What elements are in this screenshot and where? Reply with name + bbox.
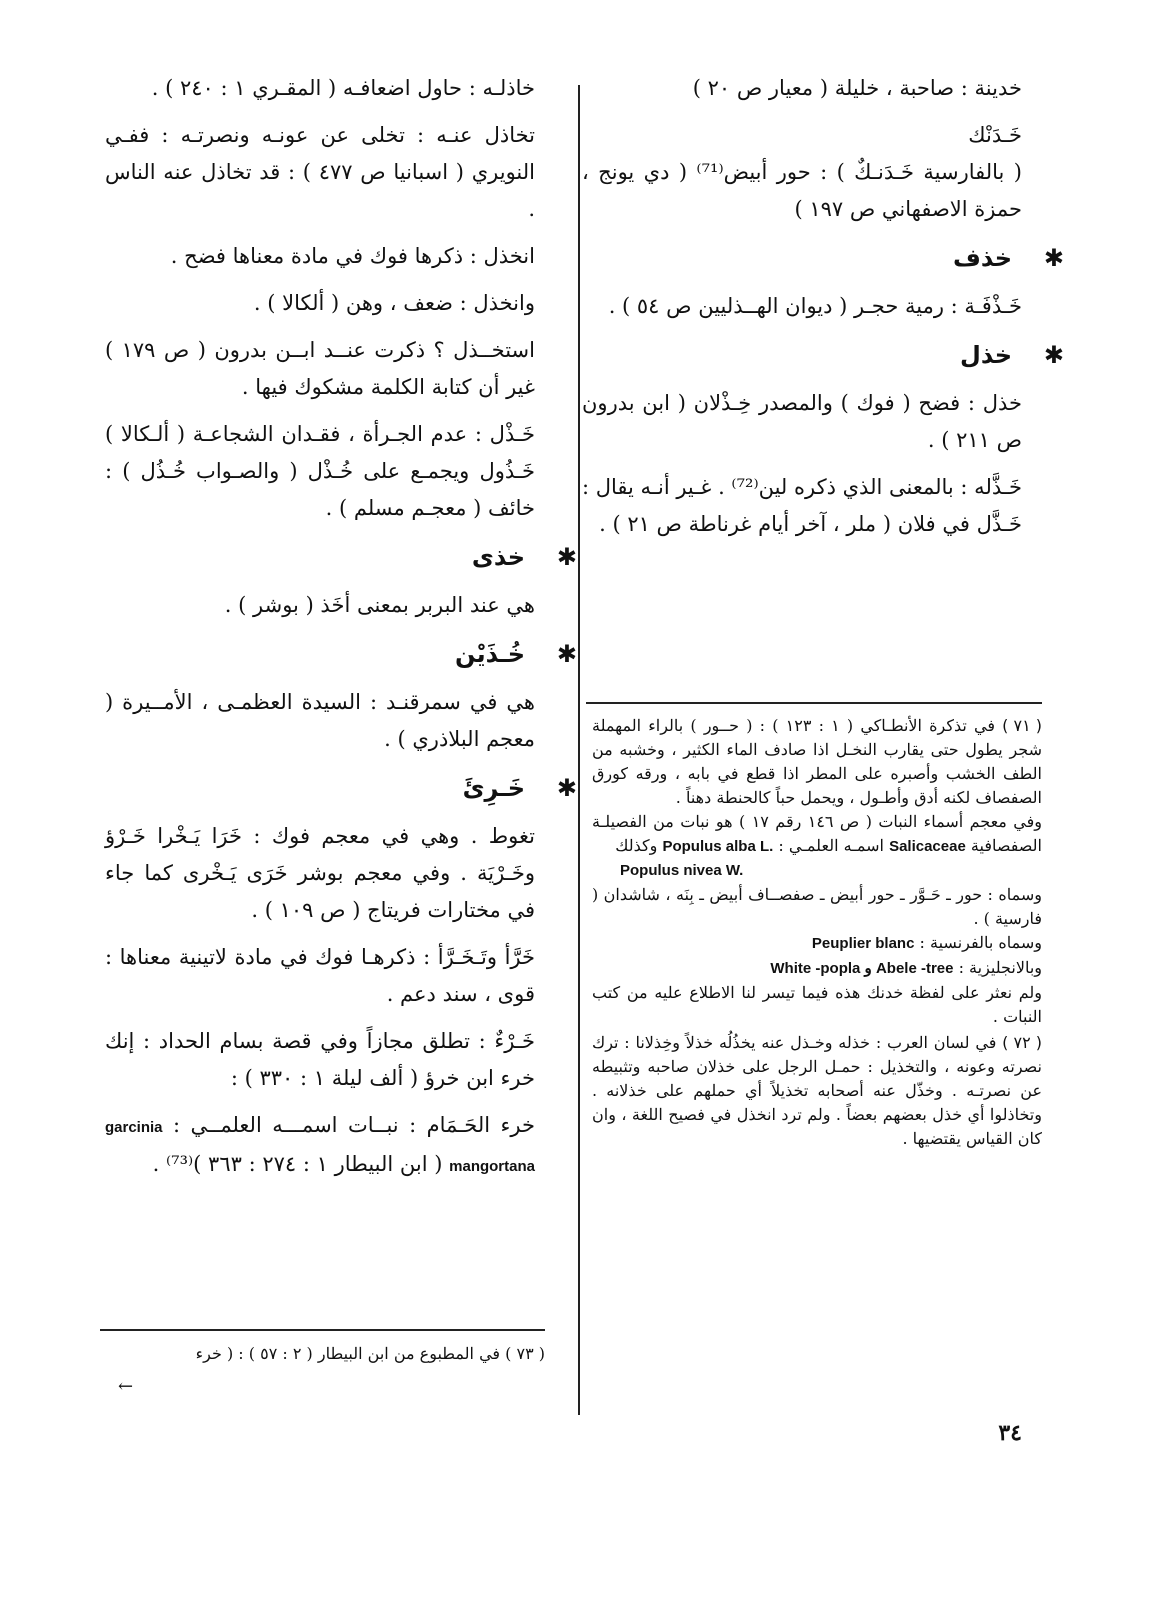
footnote-71-d: وسماه بالفرنسية : Peuplier blanc [811, 933, 1042, 952]
entry-khudhayn: هي في سمرقنـد : السيدة العظمـى ، الأمــيرة ( معجم البلاذري ) . [105, 690, 535, 751]
entry-khar: خَـرْءٌ : تطلق مجازاً وفي قصة بسام الحداد : إنك خرء ابن خرؤ ( ألف ليلة ١ : ٣٣٠ ) : [105, 1029, 535, 1090]
footnote-divider-right [586, 702, 1042, 704]
entry-khari: تغوط . وهي في معجم فوك : خَرَا يَـخْرا خَـرْؤ وخَـرْيَة . وفي معجم بوشر خَرَى يَـخْرى كما جاء في مختارات فريتاج ( ص ١٠٩ ) . [105, 824, 535, 922]
asterisk-icon: ✱ [556, 543, 577, 571]
root-heading-khadhf: ✱خذف [582, 238, 1022, 278]
footnote-72: ( ٧٢ ) في لسان العرب : خذله وخـذل عنه يخذُلُه خذلاً وخِذلانا : ترك نصرته وعونه ، والتخذيل : حمـل الرجل على خذلان صاحبه وتثبيطه عن نصرتـه . وخذّل عنه أصحابه تخذيلاً أي حملهم على خذلانه . وتخاذلوا أي خذل بعضهم بعضاً . ولم ترد انخذل في فصيح اللغة ، وان كان القياس يقتضيها . [592, 1033, 1042, 1148]
entry-khadank-def: ( بالفارسية خَـدَنـكٌ ) : حور أبيض⁽⁷¹⁾ ( دي يونج ، حمزة الاصفهاني ص ١٩٧ ) [582, 160, 1022, 221]
entry-kharra: خَرَّأ وتَـخَـرَّأ : ذكرهـا فوك في مادة لاتينية معناها : قوى ، سند دعم . [105, 945, 535, 1006]
continuation-arrow-icon: ← [118, 1376, 134, 1397]
entry-khadha: هي عند البربر بمعنى أخَذ ( بوشر ) . [224, 593, 535, 617]
asterisk-icon: ✱ [556, 640, 577, 668]
footnote-73: ( ٧٣ ) في المطبوع من ابن البيطار ( ٢ : ٥٧ ) : ( خرء [195, 1344, 545, 1363]
footnotes-left [100, 1342, 545, 1366]
footnote-71-f: ولم نعثر على لفظة خدنك هذه فيما تيسر لنا الاطلاع عليه من كتب النبات . [592, 983, 1042, 1026]
root-heading-khudhayn: ✱خُـذَيْن [105, 634, 535, 674]
entry-khadhdhalahu: خَـذَّله : بالمعنى الذي ذكره لين⁽⁷²⁾ . غـير أنـه يقال : خَـذَّل في فلان ( ملر ، آخر أيام غرناطة ص ٢١ ) . [582, 475, 1022, 536]
footnote-71-b: وفي معجم أسماء النبات ( ص ١٤٦ رقم ١٧ ) هو نبات من الفصيلـة الصفصافية Salicaceae اسمـه العلمـي : Populus alba L. وكذلك [592, 812, 1042, 855]
page-number: ٣٤ [998, 1420, 1022, 1446]
root-heading-khadhal: ✱خذل [582, 335, 1022, 375]
entry-word-khadank: خَـدَنْك [968, 123, 1022, 147]
asterisk-icon: ✱ [1043, 341, 1064, 369]
entry-wa-inkhadhal: وانخذل : ضعف ، وهن ( ألكالا ) . [253, 291, 535, 315]
footnotes-right [592, 714, 1042, 1151]
entry-khadhalahu: خاذلـه : حاول اضعافـه ( المقـري ١ : ٢٤٠ ) . [151, 76, 535, 100]
root-heading-khari: ✱خَـرِئَ [105, 768, 535, 808]
entry-khadhal: خذل : فضح ( فوك ) والمصدر خِـذْلان ( ابن بدرون ص ٢١١ ) . [582, 391, 1022, 452]
asterisk-icon: ✱ [1043, 244, 1064, 272]
left-column [105, 70, 577, 1195]
footnote-71-c: وسماه : حور ـ حَـوَّر ـ حور أبيض ـ صفصــاف أبيض ـ بِنَه ، شاشدان ( فارسية ) . [592, 885, 1042, 928]
footnote-71-e: وبالانجليزية : White -popla و Abele -tree [770, 958, 1042, 977]
footnote-71: ( ٧١ ) في تذكرة الأنطـاكي ( ١ : ١٢٣ ) : ( حــور ) بالراء المهملة شجر يطول حتى يقارب النخـل اذا صادف الماء الكثير ، وخشبه من الطف الخشب وأصبره على المطر اذا قطع في بابه ، ورقه كورق الصفصاف لكنه أدق وأطـول ، ويحمل حباً كالحنطة دهناً . [592, 716, 1043, 807]
entry-khadhl: خَـذْل : عدم الجـرأة ، فقـدان الشجاعـة ( ألـكالا ) خَـذُول ويجمـع على خُـذْل ( والصـواب خُـذُل ) : خائف ( معجـم مسلم ) . [105, 422, 535, 520]
entry-khadhfa: خَـذْفَـة : رمية حجـر ( ديوان الهــذليين ص ٥٤ ) . [608, 294, 1022, 318]
root-heading-khadha: ✱خذى [105, 537, 535, 577]
right-column [582, 70, 1064, 553]
column-divider [578, 85, 580, 1415]
entry-takhadhal: تخاذل عنـه : تخلى عن عونـه ونصرتـه : ففـي النويري ( اسبانيا ص ٤٧٧ ) : قد تخاذل عنه الناس . [105, 123, 535, 221]
footnote-71-latin: Populus nivea W. [620, 862, 744, 879]
entry-khar-hamam: خرء الحَـمَام : نبــات اسمـــه العلمــي : garcinia mangortana ( ابن البيطار ١ : ٢٧٤ : ٣٦٣ )⁽⁷³⁾ . [105, 1113, 535, 1176]
footnote-divider-left [100, 1329, 545, 1331]
asterisk-icon: ✱ [556, 774, 577, 802]
entry-khadina: خدينة : صاحبة ، خليلة ( معيار ص ٢٠ ) [692, 76, 1022, 100]
entry-istakhdhal: استخــذل ؟ ذكرت عنــد ابــن بدرون ( ص ١٧٩ ) غير أن كتابة الكلمة مشكوك فيها . [105, 338, 535, 399]
entry-inkhadhal: انخذل : ذكرها فوك في مادة معناها فضح . [170, 244, 535, 268]
